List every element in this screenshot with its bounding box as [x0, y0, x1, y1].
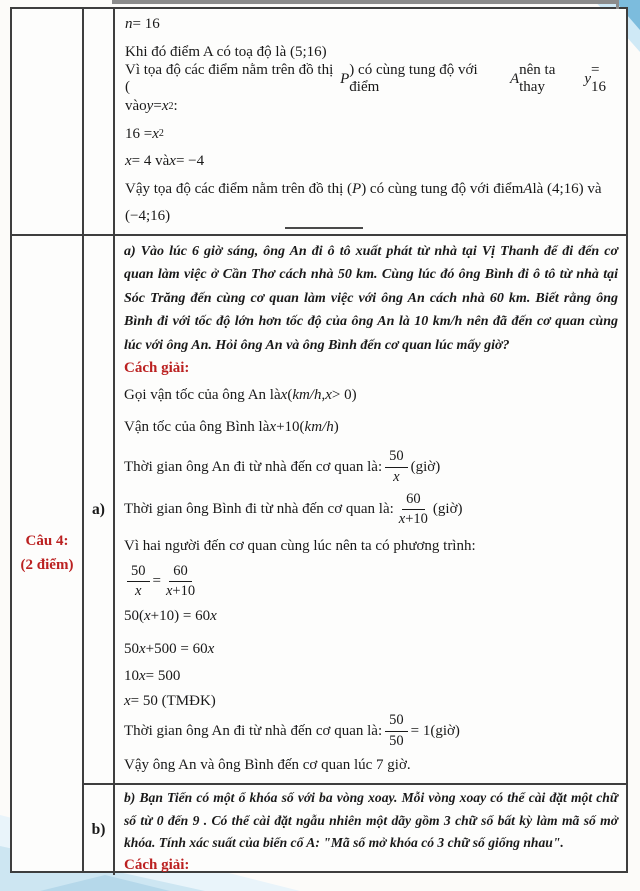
math-variable: x: [280, 387, 288, 403]
part-b-label: b): [91, 821, 106, 838]
table-row-previous-answer: [12, 9, 626, 234]
question-number: Câu 4:: [25, 533, 69, 549]
fraction-numerator: 60: [169, 563, 192, 582]
line-equation-expand: 50( x +10) = 60 x: [124, 608, 217, 624]
part-b-label-cell: [84, 785, 115, 875]
math-variable: x: [207, 640, 215, 657]
line-time-binh: Thời gian ông Bình đi từ nhà đến cơ quan là: $\frac{60}{x+10}$ (giờ): [124, 490, 463, 527]
line-x-solutions: x = 4 và x = −4: [125, 153, 205, 170]
solution-table: [10, 7, 628, 873]
fraction-numerator: 60: [402, 491, 425, 510]
math-variable: x: [161, 98, 169, 115]
table-row-question-4: [12, 234, 626, 871]
math-variable: x: [393, 468, 400, 485]
math-variable: x: [325, 387, 332, 403]
math-fraction: [164, 563, 197, 600]
line-time-an: Thời gian ông An đi từ nhà đến cơ quan là: $\frac{50}{x}$ (giờ): [124, 448, 441, 485]
fraction-denominator: [391, 468, 401, 486]
fraction-denominator: x+10: [165, 583, 196, 599]
math-variable: x: [152, 125, 159, 142]
question-label-cell-empty: [12, 9, 84, 234]
fraction-numerator: 50: [127, 563, 150, 582]
question-points: (2 điểm): [20, 557, 74, 573]
math-variable: x: [169, 153, 176, 170]
fraction-denominator: [133, 582, 143, 600]
math-variable: x: [398, 511, 406, 527]
question-4-parts: [84, 236, 626, 871]
cut-off-row-border: [112, 0, 618, 4]
math-variable: x: [144, 608, 151, 624]
math-variable: A: [523, 180, 533, 197]
math-variable: x: [139, 640, 146, 657]
math-variable: x: [139, 668, 146, 684]
math-fraction: [127, 563, 150, 600]
math-variable: x: [124, 693, 131, 709]
math-variable: A: [509, 70, 520, 87]
math-variable: y: [584, 70, 592, 87]
line-same-time-reason: Vì hai người đến cơ quan cùng lúc nên ta có phương trình:: [124, 538, 476, 554]
math-variable: x: [210, 608, 217, 624]
answer-cell-part-b: [115, 785, 626, 875]
table-row-part-a: [84, 236, 626, 783]
line-equation-result: x = 50 (TMĐK): [124, 693, 216, 709]
math-variable: x: [165, 583, 173, 599]
math-variable: P: [352, 180, 362, 197]
previous-answer-lines: [115, 9, 626, 230]
math-fraction: [397, 491, 430, 528]
math-variable: n: [125, 16, 133, 33]
math-variable: km/h: [304, 418, 334, 435]
math-variable: km/h: [292, 387, 322, 403]
math-fraction: [385, 712, 408, 749]
fraction-denominator: 50: [389, 732, 404, 749]
cut-off-row-border-stub: [616, 0, 619, 9]
line-equation-distribute: 50 x +500 = 60 x: [124, 640, 215, 657]
part-a-label: a): [92, 500, 105, 518]
line-reason-substitute: Vì tọa độ các điểm nằm trên đồ thị ( P ) có cùng tung độ với điểm A nên ta thay y = 16: [125, 62, 607, 96]
fraction-numerator: 50: [385, 712, 408, 731]
line-16-equals-x-squared: 16 = x 2: [125, 125, 164, 142]
answer-cell-part-a: [115, 236, 626, 783]
math-variable: x: [135, 583, 142, 599]
part-label-cell-empty: [84, 9, 115, 234]
solution-lines-a: [115, 381, 626, 783]
line-speed-binh: Vận tốc của ông Bình là x +10( km/h ): [124, 418, 339, 435]
line-time-check: Thời gian ông An đi từ nhà đến cơ quan là: $\frac{50}{50}$ = 1(giờ): [124, 712, 460, 749]
math-fraction: [385, 448, 408, 485]
line-into-parabola: vào y = x 2 :: [125, 98, 178, 115]
math-variable: x: [269, 418, 277, 435]
scan-artifact-line: [285, 227, 363, 229]
fraction-denominator: x+10: [398, 511, 428, 527]
line-final-answer-a: Vậy ông An và ông Bình đến cơ quan lúc 7 giờ.: [124, 757, 411, 773]
answer-cell-previous: [115, 9, 626, 234]
line-second-point: (−4;16): [125, 207, 171, 224]
line-point-a-coords: Khi đó điểm A có toạ độ là (5;16): [125, 43, 327, 60]
line-n-equals-16: n = 16: [125, 16, 160, 33]
solution-heading-a: Cách giải:: [124, 360, 190, 376]
math-variable: x: [125, 153, 132, 170]
line-equation-simplify: 10 x = 500: [124, 668, 181, 684]
solution-heading-b: Cách giải:: [124, 857, 190, 873]
problem-statement-a: a) Vào lúc 6 giờ sáng, ông An đi ô tô xuất phát từ nhà tại Vị Thanh để đi đến cơ quan làm việc ở Cần Thơ cách nhà 50 km. Cùng lúc đó ông Bình đi ô tô từ nhà tại Sóc Trăng đến cùng cơ quan làm việc với ông An cách nhà 60 km. Biết rằng ông Bình đi với tốc độ lớn hơn tốc độ của ông An là 10 km/h nên đã đến cơ quan cùng lúc với ông An. Hỏi ông An và ông Bình đến cơ quan lúc mấy giờ?: [124, 244, 618, 353]
math-variable: P: [340, 70, 350, 87]
part-a-label-cell: [84, 236, 115, 783]
fraction-numerator: 50: [385, 448, 408, 467]
question-4-label: [12, 236, 84, 871]
problem-statement-b: b) Bạn Tiến có một ổ khóa số với ba vòng xoay. Mỗi vòng xoay có thể cài đặt một chữ số từ 0 đến 9 . Có thể cài đặt ngẫu nhiên một dãy gồm 3 chữ số bất kỳ làm mã số mở khóa. Tính xác suất của biến cố A: "Mã số mở khóa có 3 chữ số giống nhau".: [124, 790, 618, 851]
line-equation-fractions: $\frac{50}{x}$ = $\frac{60}{x+10}$: [115, 564, 626, 599]
line-call-speed-an: Gọi vận tốc của ông An là x ( km/h , x > 0): [124, 387, 357, 403]
math-variable: y: [146, 98, 154, 115]
table-row-part-b: [84, 783, 626, 875]
line-conclusion-points: Vậy tọa độ các điểm nằm trên đồ thị ( P ) có cùng tung độ với điểm A là (4;16) và: [125, 180, 602, 197]
